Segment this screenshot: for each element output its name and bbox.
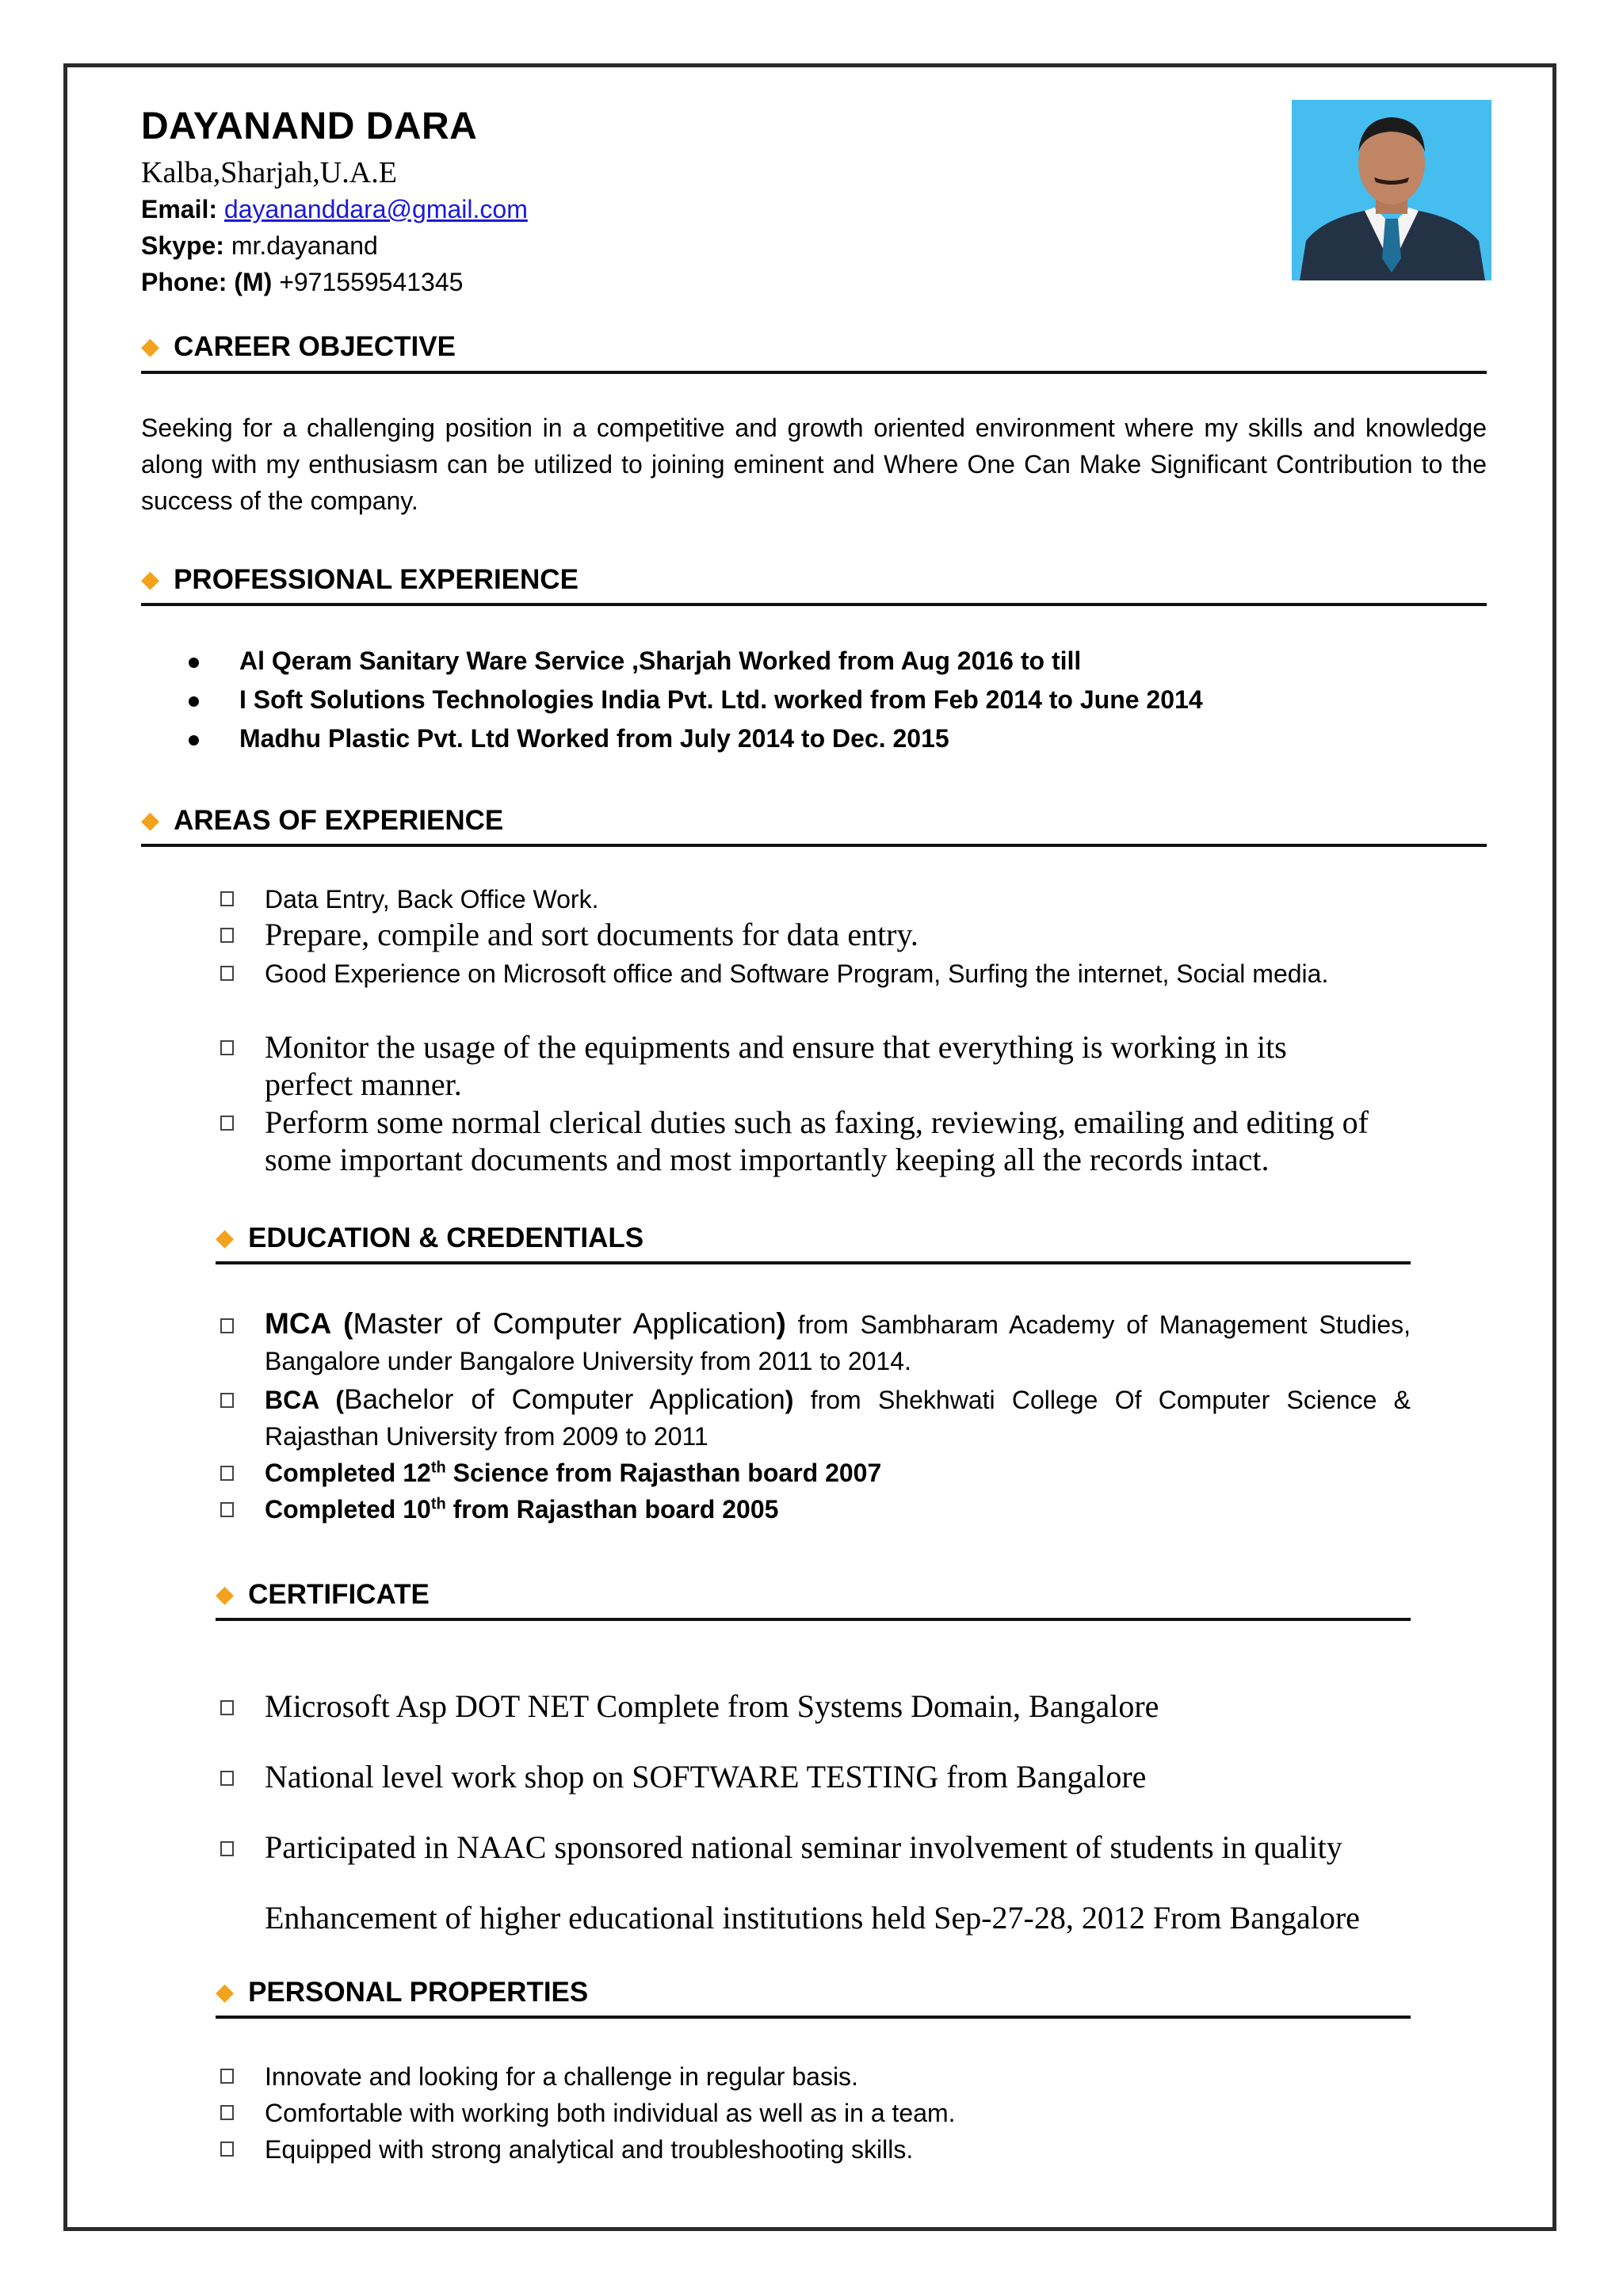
- section-rule: [216, 2016, 1411, 2019]
- checkbox-bullet-icon: [220, 2069, 234, 2084]
- diamond-bullet-icon: ◆: [216, 1581, 235, 1608]
- email-link[interactable]: dayananddara@gmail.com: [223, 195, 528, 223]
- diamond-bullet-icon: ◆: [141, 566, 160, 593]
- checkbox-bullet-icon: [220, 966, 234, 981]
- section-rule: [141, 844, 1487, 847]
- candidate-name: DAYANAND DARA: [141, 105, 478, 147]
- checkbox-bullet-icon: [220, 1116, 234, 1131]
- email-label: Email:: [141, 195, 218, 223]
- phone-label: Phone: (M): [141, 268, 273, 296]
- phone-line: [141, 268, 463, 297]
- section-title-education: ◆ EDUCATION & CREDENTIALS: [216, 1222, 644, 1253]
- section-title-areas-of-experience: ◆ AREAS OF EXPERIENCE: [141, 805, 504, 836]
- education-list: MCA (Master of Computer Application) from Sambharam Academy of Management Studies, Bangalore under Bangalore University from 2011 to 2014. BCA (Bachelor of Computer Application) from Shekhwati College Of Computer Science & Rajasthan University from 2009 to 2011 Completed 12th Science from Rajasthan board 2007 Completed 10th from Rajasthan board 2005: [220, 1306, 1411, 1543]
- checkbox-bullet-icon: [220, 2142, 234, 2157]
- profile-photo: [1292, 100, 1491, 280]
- checkbox-bullet-icon: [220, 1700, 234, 1715]
- diamond-bullet-icon: ◆: [141, 334, 160, 360]
- bullet-icon: [189, 696, 199, 707]
- section-rule: [216, 1261, 1411, 1264]
- personal-properties-list: Innovate and looking for a challenge in regular basis. Comfortable with working both individual as well as in a team. Equipped with strong analytical and troubleshooting skills.: [220, 2058, 1411, 2177]
- diamond-bullet-icon: ◆: [216, 1979, 235, 2005]
- section-title-career-objective: ◆ CAREER OBJECTIVE: [141, 331, 456, 362]
- certificate-list: Microsoft Asp DOT NET Complete from Systems Domain, Bangalore National level work shop on SOFTWARE TESTING from Bangalore Participated in NAAC sponsored national seminar involvement of students in quality Enhancement of higher educational institutions held Sep-27-28, 2012 From Bangalore: [220, 1688, 1441, 1949]
- section-rule: [141, 603, 1487, 606]
- checkbox-bullet-icon: [220, 1771, 234, 1786]
- checkbox-bullet-icon: [220, 1318, 234, 1333]
- phone-value: +971559541345: [279, 268, 464, 296]
- career-objective-text: Seeking for a challenging position in a competitive and growth oriented environment where my skills and knowledge along with my enthusiasm can be utilized to joining eminent and Where One Can Make Significant Contribution to the success of the company.: [141, 414, 1487, 515]
- checkbox-bullet-icon: [220, 928, 234, 943]
- section-title-professional-experience: ◆ PROFESSIONAL EXPERIENCE: [141, 564, 579, 595]
- experience-list: Al Qeram Sanitary Ware Service ,Sharjah Worked from Aug 2016 to till I Soft Solutions Technologies India Pvt. Ltd. worked from Feb 2014 to June 2014 Madhu Plastic Pvt. Ltd Worked from July 2014 to Dec. 2015: [189, 646, 1457, 765]
- diamond-bullet-icon: ◆: [216, 1225, 235, 1251]
- bullet-icon: [189, 735, 199, 746]
- section-rule: [141, 371, 1487, 374]
- checkbox-bullet-icon: [220, 1040, 234, 1055]
- checkbox-bullet-icon: [220, 1502, 234, 1517]
- skype-label: Skype:: [141, 231, 224, 260]
- bullet-icon: [189, 658, 199, 668]
- areas-list: Data Entry, Back Office Work. Prepare, compile and sort documents for data entry. Good Experience on Microsoft office and Software Program, Surfing the internet, Social media. Monitor the usage of the equipments and ensure that everything is working in its perfect manner. Perform some normal clerical duties such as faxing, reviewing, emailing and editing of some important documents and most importantly keeping all the records intact.: [220, 881, 1411, 1198]
- skype-line: [141, 231, 378, 261]
- address: Kalba,Sharjah,U.A.E: [141, 156, 397, 189]
- section-title-certificate: ◆ CERTIFICATE: [216, 1579, 430, 1610]
- checkbox-bullet-icon: [220, 1841, 234, 1856]
- section-title-personal-properties: ◆ PERSONAL PROPERTIES: [216, 1977, 589, 2008]
- checkbox-bullet-icon: [220, 891, 234, 906]
- checkbox-bullet-icon: [220, 1466, 234, 1481]
- checkbox-bullet-icon: [220, 2105, 234, 2120]
- diamond-bullet-icon: ◆: [141, 807, 160, 833]
- email-line: [141, 195, 528, 224]
- skype-value: mr.dayanand: [231, 231, 378, 260]
- section-rule: [216, 1618, 1411, 1621]
- checkbox-bullet-icon: [220, 1393, 234, 1408]
